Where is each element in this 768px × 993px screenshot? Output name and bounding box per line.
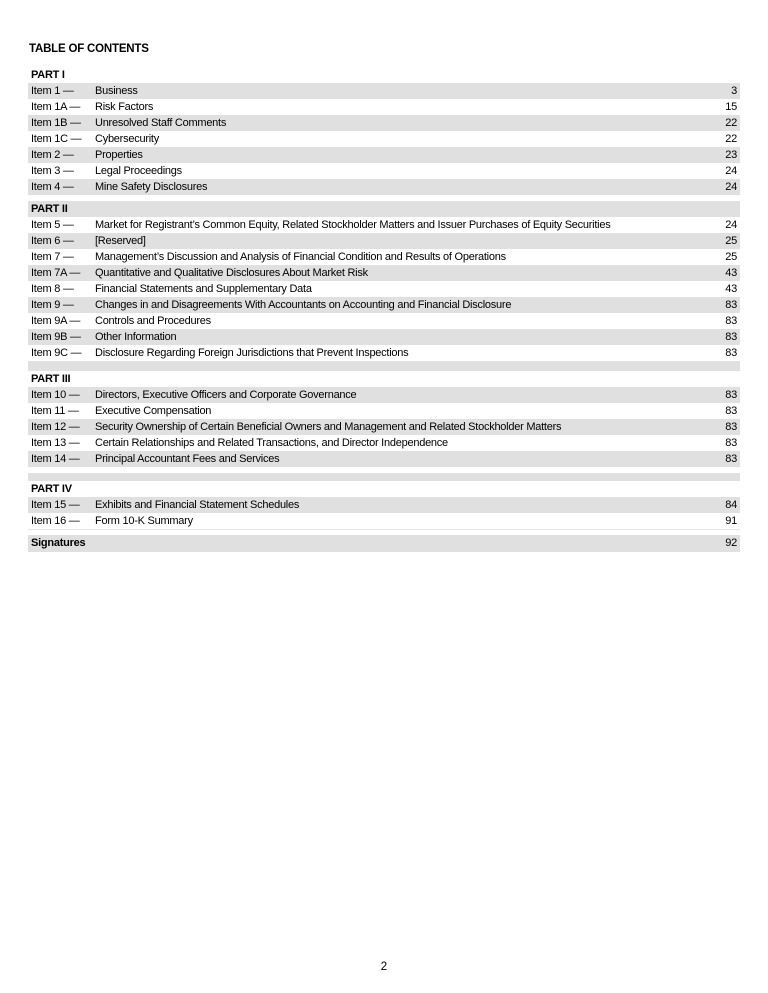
item-number: Item 1C — — [31, 133, 82, 145]
part-heading — [28, 481, 740, 497]
item-number: Item 12 — — [31, 421, 80, 433]
page-number: 22 — [725, 133, 737, 145]
toc-row[interactable] — [28, 297, 740, 313]
part-heading — [28, 67, 740, 83]
item-title[interactable]: Changes in and Disagreements With Accountants on Accounting and Financial Disclosure — [95, 299, 512, 311]
part-label: PART IV — [31, 483, 72, 495]
item-number: Item 9 — — [31, 299, 74, 311]
toc-row[interactable] — [28, 419, 740, 435]
item-title[interactable]: Market for Registrant’s Common Equity, Related Stockholder Matters and Issuer Purchases of Equity Securities — [95, 219, 611, 231]
item-number: Item 13 — — [31, 437, 80, 449]
item-number: Item 15 — — [31, 499, 80, 511]
section-gap — [28, 361, 740, 371]
page-number: 25 — [725, 251, 737, 263]
page-number: 83 — [725, 299, 737, 311]
toc-row[interactable] — [28, 147, 740, 163]
item-title[interactable]: Legal Proceedings — [95, 165, 182, 177]
page-number: 15 — [725, 101, 737, 113]
item-title[interactable]: Other Information — [95, 331, 177, 343]
table-of-contents — [28, 67, 740, 552]
toc-row[interactable] — [28, 233, 740, 249]
item-title[interactable]: Principal Accountant Fees and Services — [95, 453, 280, 465]
item-number: Item 1A — — [31, 101, 81, 113]
item-number: Item 5 — — [31, 219, 74, 231]
toc-row[interactable] — [28, 115, 740, 131]
item-title[interactable]: Security Ownership of Certain Beneficial Owners and Management and Related Stockholder Matters — [95, 421, 562, 433]
toc-row[interactable] — [28, 403, 740, 419]
toc-row[interactable] — [28, 265, 740, 281]
page-number: 24 — [725, 181, 737, 193]
page-number: 83 — [725, 421, 737, 433]
item-number: Item 2 — — [31, 149, 74, 161]
page-number: 83 — [725, 331, 737, 343]
item-number: Item 10 — — [31, 389, 80, 401]
item-number: Item 1B — — [31, 117, 81, 129]
item-number: Item 9B — — [31, 331, 81, 343]
page-number: 43 — [725, 267, 737, 279]
item-number: Item 8 — — [31, 283, 74, 295]
page-number: 83 — [725, 437, 737, 449]
toc-row[interactable] — [28, 313, 740, 329]
part-label: PART II — [31, 203, 68, 215]
item-number: Item 16 — — [31, 515, 80, 527]
item-title[interactable]: Disclosure Regarding Foreign Jurisdictions that Prevent Inspections — [95, 347, 409, 359]
item-title[interactable]: Properties — [95, 149, 143, 161]
part-label: PART III — [31, 373, 71, 385]
toc-row[interactable] — [28, 345, 740, 361]
toc-row[interactable] — [28, 451, 740, 467]
item-number: Item 7 — — [31, 251, 74, 263]
item-title[interactable]: Financial Statements and Supplementary Data — [95, 283, 312, 295]
item-title[interactable]: Certain Relationships and Related Transactions, and Director Independence — [95, 437, 448, 449]
toc-row[interactable] — [28, 131, 740, 147]
item-number: Item 14 — — [31, 453, 80, 465]
toc-row[interactable] — [28, 329, 740, 345]
page-number: 84 — [725, 499, 737, 511]
item-title[interactable]: Directors, Executive Officers and Corporate Governance — [95, 389, 357, 401]
page-number: 43 — [725, 283, 737, 295]
part-label: PART I — [31, 69, 65, 81]
item-number: Item 7A — — [31, 267, 81, 279]
page-number: 83 — [725, 453, 737, 465]
item-title[interactable]: Business — [95, 85, 138, 97]
item-title[interactable]: Risk Factors — [95, 101, 154, 113]
page-number: 3 — [731, 85, 737, 97]
toc-row[interactable] — [28, 387, 740, 403]
item-number: Item 3 — — [31, 165, 74, 177]
toc-title: TABLE OF CONTENTS — [29, 43, 149, 55]
item-title[interactable]: Cybersecurity — [95, 133, 159, 145]
item-title[interactable]: Controls and Procedures — [95, 315, 211, 327]
item-title[interactable]: Unresolved Staff Comments — [95, 117, 227, 129]
item-title[interactable]: Quantitative and Qualitative Disclosures About Market Risk — [95, 267, 368, 279]
page-number: 25 — [725, 235, 737, 247]
page-number: 83 — [725, 405, 737, 417]
part-heading — [28, 201, 740, 217]
item-title[interactable]: Form 10-K Summary — [95, 515, 193, 527]
toc-row[interactable] — [28, 435, 740, 451]
item-number: Item 11 — — [31, 405, 79, 417]
page-number: 22 — [725, 117, 737, 129]
toc-row-signatures[interactable] — [28, 535, 740, 552]
item-number: Item 6 — — [31, 235, 74, 247]
item-title[interactable]: Exhibits and Financial Statement Schedules — [95, 499, 300, 511]
signatures-label[interactable]: Signatures — [31, 537, 86, 549]
page-footer-number: 2 — [380, 961, 388, 973]
toc-row[interactable] — [28, 513, 740, 529]
page-number: 91 — [725, 515, 737, 527]
toc-row[interactable] — [28, 217, 740, 233]
toc-row[interactable] — [28, 281, 740, 297]
toc-row[interactable] — [28, 249, 740, 265]
page-number: 83 — [725, 389, 737, 401]
toc-row[interactable] — [28, 99, 740, 115]
page-number: 23 — [725, 149, 737, 161]
item-number: Item 1 — — [31, 85, 74, 97]
toc-row[interactable] — [28, 497, 740, 513]
item-number: Item 9C — — [31, 347, 82, 359]
toc-row[interactable] — [28, 179, 740, 195]
item-title[interactable]: [Reserved] — [95, 235, 146, 247]
toc-row[interactable] — [28, 83, 740, 99]
page-number: 83 — [725, 315, 737, 327]
item-number: Item 9A — — [31, 315, 81, 327]
page-number: 83 — [725, 347, 737, 359]
part-heading — [28, 371, 740, 387]
item-number: Item 4 — — [31, 181, 74, 193]
item-title[interactable]: Management’s Discussion and Analysis of Financial Condition and Results of Operations — [95, 251, 506, 263]
item-title[interactable]: Executive Compensation — [95, 405, 212, 417]
page-number: 24 — [725, 219, 737, 231]
toc-row[interactable] — [28, 163, 740, 179]
item-title[interactable]: Mine Safety Disclosures — [95, 181, 208, 193]
page-number: 24 — [725, 165, 737, 177]
page-number: 92 — [725, 537, 737, 549]
section-gap — [28, 473, 740, 481]
